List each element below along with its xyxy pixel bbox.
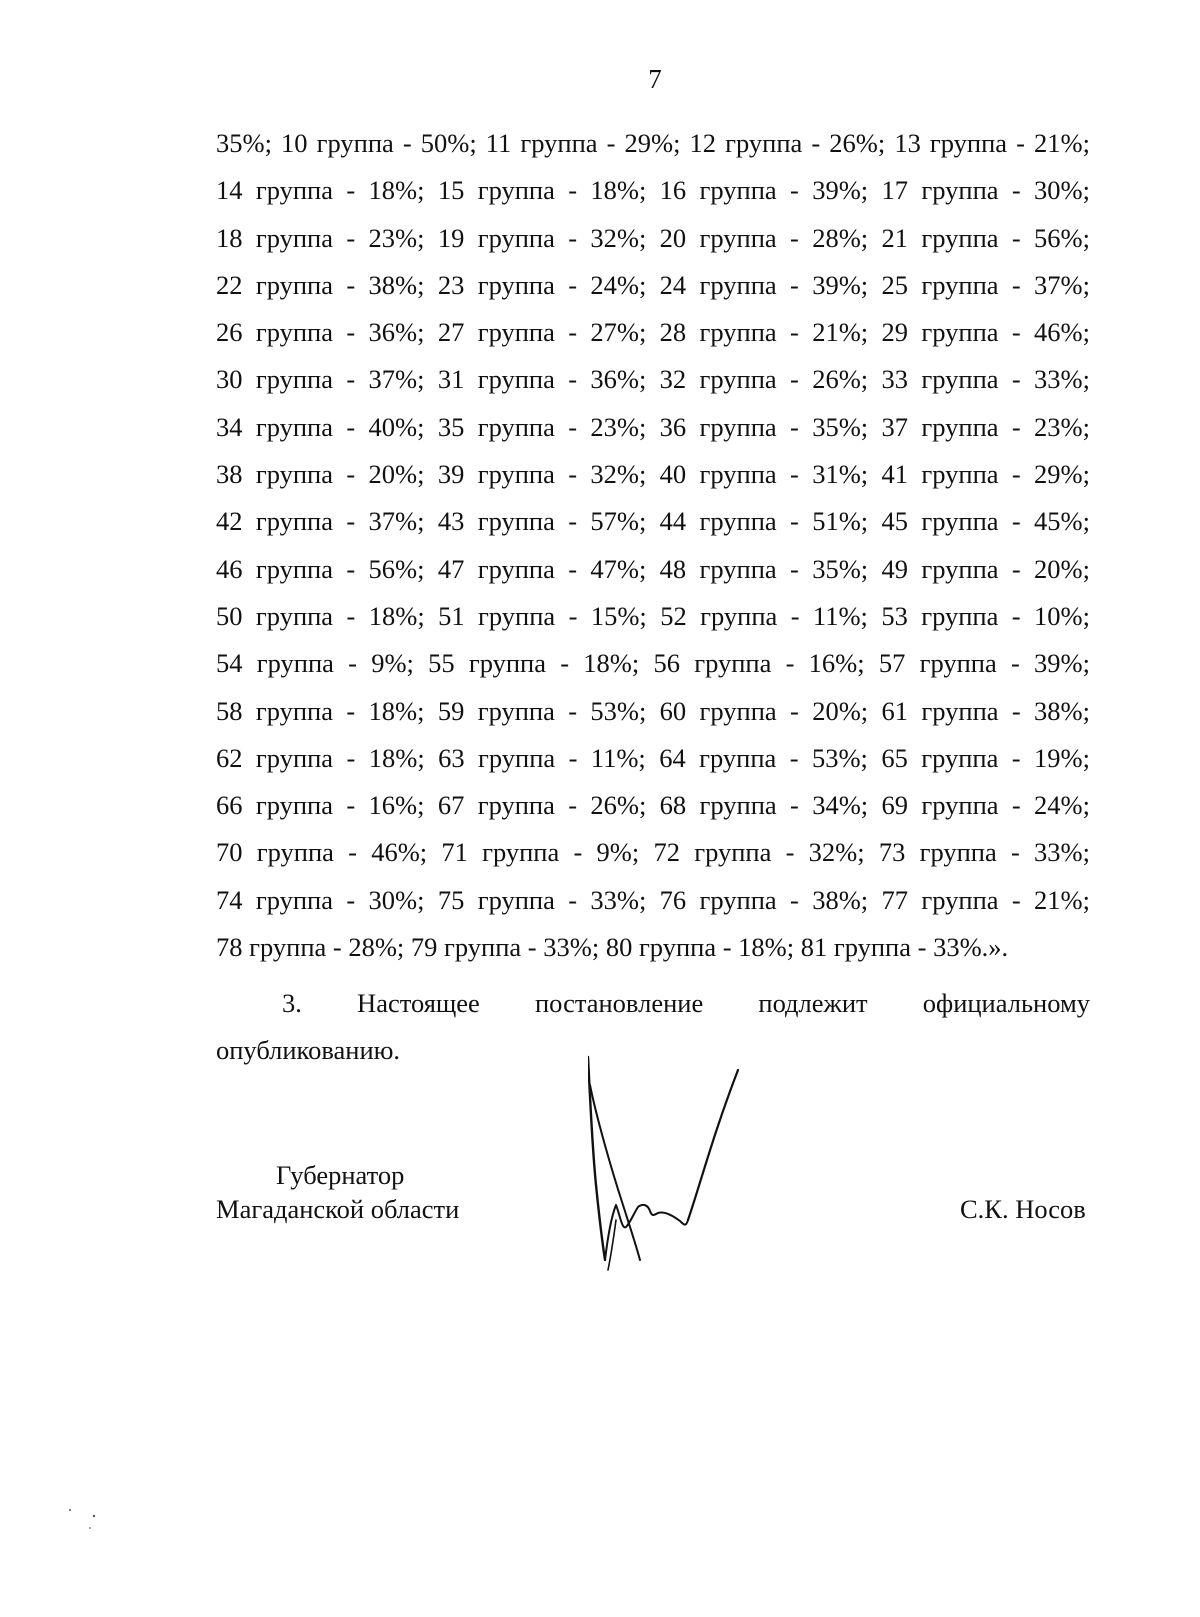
signature-stroke bbox=[590, 1085, 640, 1260]
text-line: 58 группа - 18%; 59 группа - 53%; 60 группа - 20%; 61 группа - 38%; bbox=[216, 695, 1090, 726]
handwritten-signature bbox=[588, 1055, 768, 1280]
text-line: 34 группа - 40%; 35 группа - 23%; 36 группа - 35%; 37 группа - 23%; bbox=[216, 411, 1090, 442]
text-line: 38 группа - 20%; 39 группа - 32%; 40 группа - 31%; 41 группа - 29%; bbox=[216, 459, 1090, 490]
text-line: 18 группа - 23%; 19 группа - 32%; 20 группа - 28%; 21 группа - 56%; bbox=[216, 222, 1090, 253]
text-line: 14 группа - 18%; 15 группа - 18%; 16 группа - 39%; 17 группа - 30%; bbox=[216, 175, 1090, 206]
text-line: 50 группа - 18%; 51 группа - 15%; 52 группа - 11%; 53 группа - 10%; bbox=[216, 600, 1090, 631]
text-line: 62 группа - 18%; 63 группа - 11%; 64 группа - 53%; 65 группа - 19%; bbox=[216, 742, 1090, 773]
text-line: 35%; 10 группа - 50%; 11 группа - 29%; 12 группа - 26%; 13 группа - 21%; bbox=[216, 128, 1090, 158]
text-line: 46 группа - 56%; 47 группа - 47%; 48 группа - 35%; 49 группа - 20%; bbox=[216, 553, 1090, 584]
text-line: 30 группа - 37%; 31 группа - 36%; 32 группа - 26%; 33 группа - 33%; bbox=[216, 364, 1090, 395]
clause-line-2: опубликованию. bbox=[216, 1035, 401, 1065]
signatory-title bbox=[216, 1158, 459, 1226]
text-line: 74 группа - 30%; 75 группа - 33%; 76 группа - 38%; 77 группа - 21%; bbox=[216, 884, 1090, 915]
text-line: 78 группа - 28%; 79 группа - 33%; 80 группа - 18%; 81 группа - 33%.». bbox=[216, 932, 1009, 963]
text-line: 42 группа - 37%; 43 группа - 57%; 44 группа - 51%; 45 группа - 45%; bbox=[216, 506, 1090, 537]
scan-artifact bbox=[60, 1500, 120, 1540]
group-percentages-text bbox=[216, 120, 1090, 971]
text-line: 70 группа - 46%; 71 группа - 9%; 72 группа - 32%; 73 группа - 33%; bbox=[216, 837, 1090, 868]
signatory-name: С.К. Носов bbox=[960, 1194, 1086, 1224]
signature-stroke bbox=[605, 1205, 688, 1260]
signature-stroke bbox=[688, 1070, 738, 1220]
signatory-position: Губернатор bbox=[276, 1160, 405, 1190]
page-number: 7 bbox=[648, 64, 662, 94]
text-line: 54 группа - 9%; 55 группа - 18%; 56 группа - 16%; 57 группа - 39%; bbox=[216, 648, 1090, 679]
text-line: 66 группа - 16%; 67 группа - 26%; 68 группа - 34%; 69 группа - 24%; bbox=[216, 790, 1090, 821]
text-line: 26 группа - 36%; 27 группа - 27%; 28 группа - 21%; 29 группа - 46%; bbox=[216, 317, 1090, 348]
clause-line-1: 3. Настоящее постановление подлежит официальному bbox=[282, 988, 1090, 1018]
text-line: 22 группа - 38%; 23 группа - 24%; 24 группа - 39%; 25 группа - 37%; bbox=[216, 269, 1090, 300]
signatory-region: Магаданской области bbox=[216, 1194, 460, 1224]
